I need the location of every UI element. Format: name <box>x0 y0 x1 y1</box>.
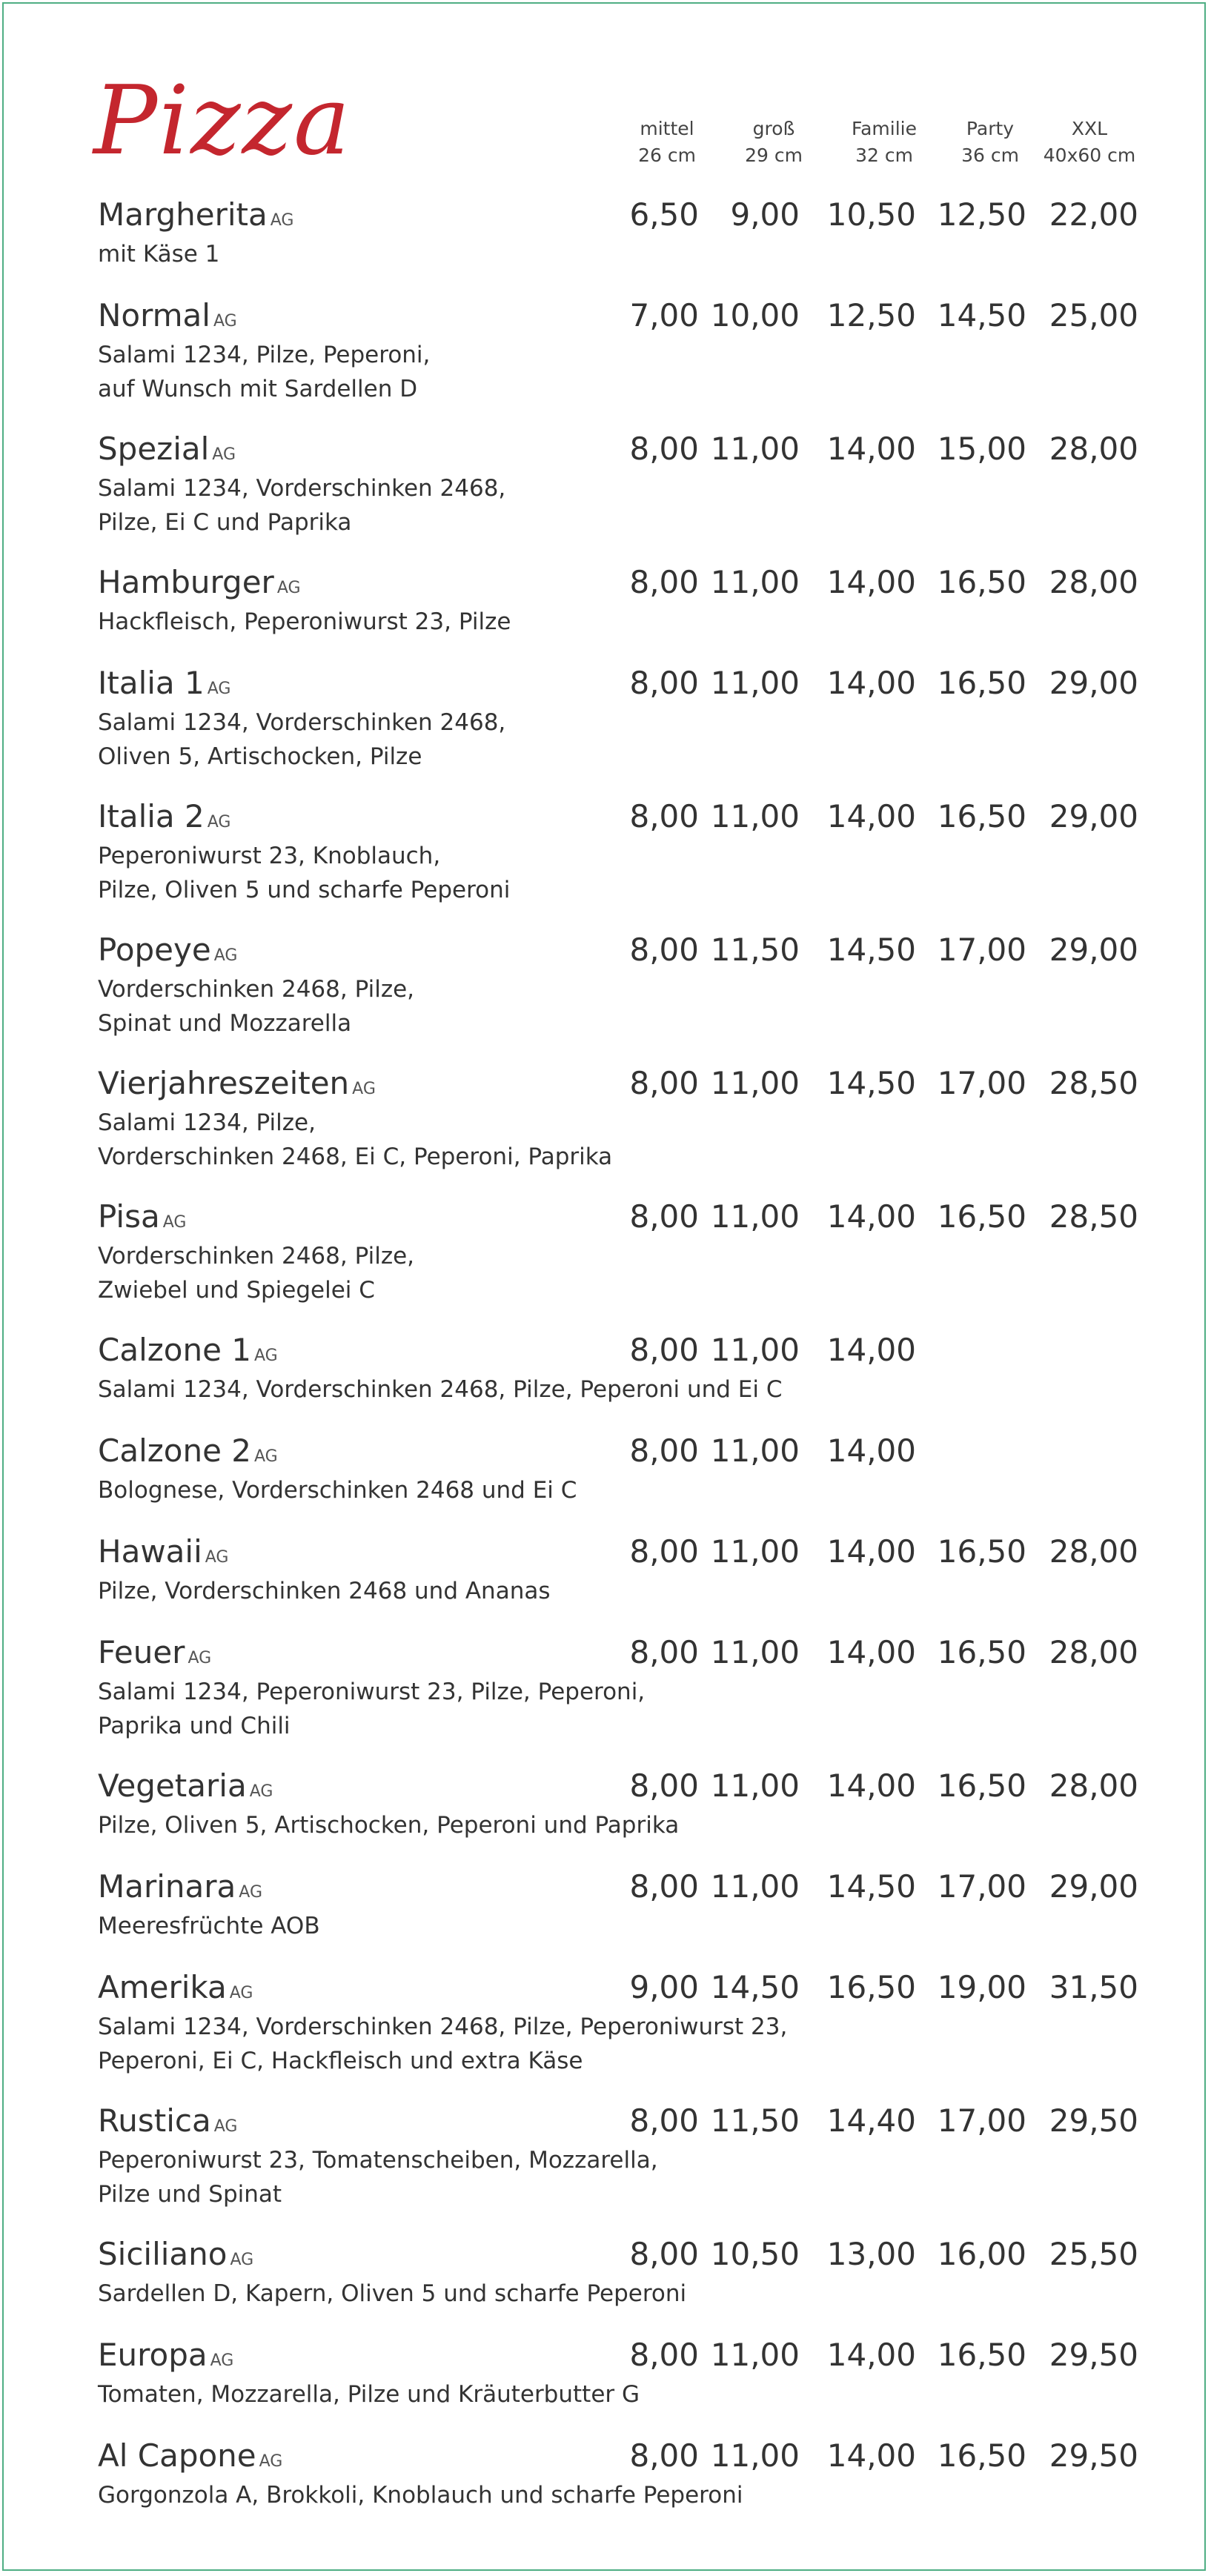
size-dim: 26 cm <box>638 145 696 166</box>
menu-item <box>0 1765 1211 1866</box>
price-3: 16,50 <box>937 1767 1026 1804</box>
price-1: 11,00 <box>710 431 800 467</box>
item-description <box>98 1106 612 1174</box>
size-dim: 40x60 cm <box>1043 145 1136 166</box>
price-2: 14,00 <box>826 564 916 600</box>
menu-item <box>0 194 1211 295</box>
item-description <box>98 839 510 907</box>
price-4: 28,50 <box>1049 1198 1138 1235</box>
description-line: Oliven 5, Artischocken, Pilze <box>98 743 422 770</box>
item-description <box>98 2010 787 2078</box>
price-0: 6,50 <box>629 196 699 233</box>
item-description <box>98 1675 645 1743</box>
description-line: Pilze und Spinat <box>98 2181 282 2208</box>
item-name: Hamburger <box>98 564 274 600</box>
item-title <box>98 1866 262 1913</box>
description-line: Peperoni, Ei C, Hackfleisch und extra Käse <box>98 2048 583 2074</box>
allergen-tag: AG <box>207 680 231 698</box>
price-4: 29,50 <box>1049 2437 1138 2474</box>
price-0: 8,00 <box>629 1634 699 1670</box>
item-title <box>98 1430 278 1478</box>
allergen-tag: AG <box>276 579 301 597</box>
menu-item <box>0 562 1211 663</box>
price-1: 11,00 <box>710 1533 800 1570</box>
price-4: 29,00 <box>1049 1868 1138 1905</box>
price-2: 10,50 <box>826 196 916 233</box>
item-name: Calzone 1 <box>98 1332 252 1368</box>
price-2: 14,00 <box>826 1332 916 1368</box>
price-3: 17,00 <box>937 1065 1026 1101</box>
description-line: Gorgonzola A, Brokkoli, Knoblauch und scharfe Peperoni <box>98 2482 743 2509</box>
size-dim: 29 cm <box>745 145 803 166</box>
price-4: 28,00 <box>1049 564 1138 600</box>
price-1: 11,00 <box>710 2437 800 2474</box>
allergen-tag: AG <box>254 1447 278 1466</box>
item-title <box>98 2234 253 2281</box>
price-2: 14,50 <box>826 932 916 968</box>
price-4: 25,50 <box>1049 2236 1138 2272</box>
item-description <box>98 2377 640 2411</box>
item-name: Calzone 2 <box>98 1433 252 1469</box>
item-name: Pisa <box>98 1198 160 1235</box>
price-1: 11,00 <box>710 1433 800 1469</box>
description-line: Meeresfrüchte AOB <box>98 1913 320 1939</box>
price-1: 11,00 <box>710 1198 800 1235</box>
item-title <box>98 929 237 977</box>
price-2: 14,40 <box>826 2102 916 2139</box>
item-title <box>98 1196 186 1244</box>
price-4: 29,50 <box>1049 2102 1138 2139</box>
price-0: 8,00 <box>629 1332 699 1368</box>
menu-item <box>0 1531 1211 1632</box>
price-1: 10,50 <box>710 2236 800 2272</box>
price-2: 14,00 <box>826 1198 916 1235</box>
price-4: 28,50 <box>1049 1065 1138 1101</box>
description-line: Hackfleisch, Peperoniwurst 23, Pilze <box>98 608 511 635</box>
item-description <box>98 338 430 406</box>
item-description <box>98 2478 743 2512</box>
price-0: 8,00 <box>629 564 699 600</box>
description-line: Pilze, Oliven 5 und scharfe Peperoni <box>98 877 511 903</box>
description-line: mit Käse 1 <box>98 241 220 268</box>
description-line: Salami 1234, Pilze, Peperoni, <box>98 342 431 368</box>
size-name: Party <box>966 118 1015 139</box>
allergen-tag: AG <box>210 2351 234 2370</box>
price-4: 28,00 <box>1049 1533 1138 1570</box>
price-3: 15,00 <box>937 431 1026 467</box>
menu-title: Pizza <box>93 66 352 176</box>
item-description <box>98 2277 686 2311</box>
price-2: 14,00 <box>826 1433 916 1469</box>
description-line: Sardellen D, Kapern, Oliven 5 und scharfe Peperoni <box>98 2280 687 2307</box>
price-2: 14,00 <box>826 1767 916 1804</box>
price-0: 8,00 <box>629 798 699 834</box>
item-name: Vegetaria <box>98 1767 247 1804</box>
price-2: 14,00 <box>826 1533 916 1570</box>
price-3: 16,50 <box>937 1198 1026 1235</box>
menu-item <box>0 1866 1211 1967</box>
price-2: 14,00 <box>826 431 916 467</box>
price-1: 11,00 <box>710 665 800 701</box>
description-line: Peperoniwurst 23, Tomatenscheiben, Mozzarella, <box>98 2147 658 2174</box>
item-title <box>98 194 293 242</box>
price-4: 28,00 <box>1049 431 1138 467</box>
item-description <box>98 1808 679 1842</box>
price-2: 14,50 <box>826 1065 916 1101</box>
item-title <box>98 663 230 710</box>
item-description <box>98 1372 783 1407</box>
allergen-tag: AG <box>249 1782 273 1801</box>
price-1: 9,00 <box>730 196 800 233</box>
price-3: 17,00 <box>937 1868 1026 1905</box>
item-name: Siciliano <box>98 2236 228 2272</box>
price-0: 8,00 <box>629 431 699 467</box>
description-line: Tomaten, Mozzarella, Pilze und Kräuterbutter G <box>98 2381 640 2408</box>
item-title <box>98 2334 233 2382</box>
price-0: 8,00 <box>629 1433 699 1469</box>
price-0: 8,00 <box>629 1868 699 1905</box>
price-3: 17,00 <box>937 2102 1026 2139</box>
item-name: Italia 2 <box>98 798 205 834</box>
size-column-gross <box>711 116 837 169</box>
price-1: 11,00 <box>710 1332 800 1368</box>
description-line: auf Wunsch mit Sardellen D <box>98 376 418 402</box>
menu-item <box>0 663 1211 796</box>
item-description <box>98 706 505 774</box>
item-title <box>98 1967 253 2014</box>
item-description <box>98 972 414 1040</box>
price-4: 28,00 <box>1049 1634 1138 1670</box>
price-0: 8,00 <box>629 2337 699 2373</box>
size-column-xxl <box>1026 116 1152 169</box>
allergen-tag: AG <box>230 2251 254 2269</box>
allergen-tag: AG <box>212 445 236 464</box>
price-3: 16,50 <box>937 564 1026 600</box>
description-line: Salami 1234, Peperoniwurst 23, Pilze, Peperoni, <box>98 1679 646 1705</box>
allergen-tag: AG <box>254 1347 278 1365</box>
price-2: 16,50 <box>826 1969 916 2005</box>
price-2: 14,50 <box>826 1868 916 1905</box>
price-0: 8,00 <box>629 1198 699 1235</box>
price-0: 8,00 <box>629 2437 699 2474</box>
price-1: 11,00 <box>710 1767 800 1804</box>
size-header <box>0 116 1211 175</box>
allergen-tag: AG <box>229 1984 253 2002</box>
price-3: 17,00 <box>937 932 1026 968</box>
allergen-tag: AG <box>188 1649 212 1667</box>
price-3: 19,00 <box>937 1969 1026 2005</box>
price-3: 16,50 <box>937 1533 1026 1570</box>
price-4: 25,00 <box>1049 297 1138 333</box>
allergen-tag: AG <box>207 813 231 831</box>
price-0: 8,00 <box>629 1533 699 1570</box>
price-3: 16,50 <box>937 798 1026 834</box>
item-description <box>98 605 511 639</box>
item-title <box>98 1632 211 1679</box>
price-0: 7,00 <box>629 297 699 333</box>
item-title <box>98 1531 228 1579</box>
item-name: Hawaii <box>98 1533 202 1570</box>
allergen-tag: AG <box>213 2117 238 2136</box>
description-line: Pilze, Oliven 5, Artischocken, Peperoni und Paprika <box>98 1812 680 1839</box>
menu-item <box>0 2334 1211 2435</box>
price-1: 11,00 <box>710 1868 800 1905</box>
price-0: 8,00 <box>629 1065 699 1101</box>
allergen-tag: AG <box>213 946 238 965</box>
price-2: 13,00 <box>826 2236 916 2272</box>
price-1: 11,00 <box>710 1634 800 1670</box>
allergen-tag: AG <box>239 1883 262 1902</box>
item-name: Italia 1 <box>98 665 205 701</box>
price-3: 16,50 <box>937 2337 1026 2373</box>
price-2: 14,00 <box>826 798 916 834</box>
menu-item <box>0 295 1211 428</box>
price-0: 8,00 <box>629 665 699 701</box>
item-name: Vierjahreszeiten <box>98 1065 350 1101</box>
menu-item <box>0 1330 1211 1430</box>
size-name: groß <box>752 118 795 139</box>
description-line: Bolognese, Vorderschinken 2468 und Ei C <box>98 1477 577 1504</box>
price-3: 16,50 <box>937 1634 1026 1670</box>
description-line: Paprika und Chili <box>98 1713 291 1739</box>
price-4: 31,50 <box>1049 1969 1138 2005</box>
item-title <box>98 295 237 342</box>
item-name: Amerika <box>98 1969 227 2005</box>
price-4: 22,00 <box>1049 196 1138 233</box>
price-1: 11,00 <box>710 564 800 600</box>
price-2: 12,50 <box>826 297 916 333</box>
item-name: Margherita <box>98 196 268 233</box>
size-name: XXL <box>1071 118 1108 139</box>
size-dim: 32 cm <box>855 145 913 166</box>
menu-item <box>0 2234 1211 2334</box>
menu-item <box>0 428 1211 562</box>
item-name: Popeye <box>98 932 211 968</box>
item-description <box>98 1473 577 1507</box>
menu-item <box>0 929 1211 1063</box>
item-title <box>98 1765 273 1813</box>
price-1: 10,00 <box>710 297 800 333</box>
price-0: 8,00 <box>629 1767 699 1804</box>
price-1: 11,00 <box>710 1065 800 1101</box>
price-4: 29,00 <box>1049 932 1138 968</box>
price-0: 9,00 <box>629 1969 699 2005</box>
menu-item <box>0 796 1211 929</box>
price-1: 11,00 <box>710 2337 800 2373</box>
item-title <box>98 2435 282 2483</box>
item-description <box>98 471 505 540</box>
item-title <box>98 1063 376 1110</box>
price-0: 8,00 <box>629 2102 699 2139</box>
price-2: 14,00 <box>826 1634 916 1670</box>
item-title <box>98 2100 237 2148</box>
item-description <box>98 1574 551 1608</box>
menu-item <box>0 1430 1211 1531</box>
price-2: 14,00 <box>826 665 916 701</box>
price-1: 11,50 <box>710 2102 800 2139</box>
menu-item <box>0 2100 1211 2234</box>
menu-item <box>0 1196 1211 1330</box>
price-4: 29,00 <box>1049 798 1138 834</box>
description-line: Salami 1234, Vorderschinken 2468, <box>98 475 506 502</box>
item-description <box>98 1909 320 1943</box>
price-3: 12,50 <box>937 196 1026 233</box>
item-description <box>98 1239 414 1307</box>
item-name: Feuer <box>98 1634 185 1670</box>
allergen-tag: AG <box>162 1213 187 1232</box>
item-title <box>98 796 230 843</box>
description-line: Vorderschinken 2468, Ei C, Peperoni, Paprika <box>98 1143 613 1170</box>
price-3: 14,50 <box>937 297 1026 333</box>
price-3: 16,50 <box>937 665 1026 701</box>
allergen-tag: AG <box>213 312 237 331</box>
description-line: Pilze, Ei C und Paprika <box>98 509 352 536</box>
price-1: 11,00 <box>710 798 800 834</box>
item-name: Al Capone <box>98 2437 256 2474</box>
item-name: Rustica <box>98 2102 211 2139</box>
allergen-tag: AG <box>205 1548 229 1567</box>
item-title <box>98 428 236 476</box>
description-line: Vorderschinken 2468, Pilze, <box>98 1243 415 1269</box>
price-4: 29,00 <box>1049 665 1138 701</box>
description-line: Pilze, Vorderschinken 2468 und Ananas <box>98 1578 551 1604</box>
description-line: Salami 1234, Pilze, <box>98 1109 316 1136</box>
price-3: 16,50 <box>937 2437 1026 2474</box>
price-4: 29,50 <box>1049 2337 1138 2373</box>
menu-item <box>0 1967 1211 2100</box>
menu-item <box>0 2435 1211 2536</box>
price-1: 14,50 <box>710 1969 800 2005</box>
item-description <box>98 237 219 271</box>
description-line: Vorderschinken 2468, Pilze, <box>98 976 415 1003</box>
price-1: 11,50 <box>710 932 800 968</box>
description-line: Peperoniwurst 23, Knoblauch, <box>98 843 441 869</box>
size-dim: 36 cm <box>961 145 1019 166</box>
allergen-tag: AG <box>259 2452 283 2471</box>
description-line: Zwiebel und Spiegelei C <box>98 1277 375 1304</box>
item-title <box>98 1330 278 1377</box>
price-0: 8,00 <box>629 2236 699 2272</box>
allergen-tag: AG <box>270 211 294 230</box>
price-3: 16,00 <box>937 2236 1026 2272</box>
size-name: Familie <box>852 118 917 139</box>
item-name: Marinara <box>98 1868 236 1905</box>
item-description <box>98 2143 658 2211</box>
price-0: 8,00 <box>629 932 699 968</box>
price-4: 28,00 <box>1049 1767 1138 1804</box>
menu-item <box>0 1632 1211 1765</box>
item-name: Spezial <box>98 431 210 467</box>
item-name: Europa <box>98 2337 208 2373</box>
item-title <box>98 562 301 609</box>
menu-item <box>0 1063 1211 1196</box>
description-line: Spinat und Mozzarella <box>98 1010 352 1037</box>
description-line: Salami 1234, Vorderschinken 2468, Pilze, Peperoni und Ei C <box>98 1376 783 1403</box>
price-2: 14,00 <box>826 2437 916 2474</box>
allergen-tag: AG <box>352 1080 376 1098</box>
price-2: 14,00 <box>826 2337 916 2373</box>
description-line: Salami 1234, Vorderschinken 2468, <box>98 709 506 736</box>
description-line: Salami 1234, Vorderschinken 2468, Pilze, Peperoniwurst 23, <box>98 2014 788 2040</box>
pizza-list <box>0 194 1211 2536</box>
size-name: mittel <box>640 118 694 139</box>
item-name: Normal <box>98 297 210 333</box>
